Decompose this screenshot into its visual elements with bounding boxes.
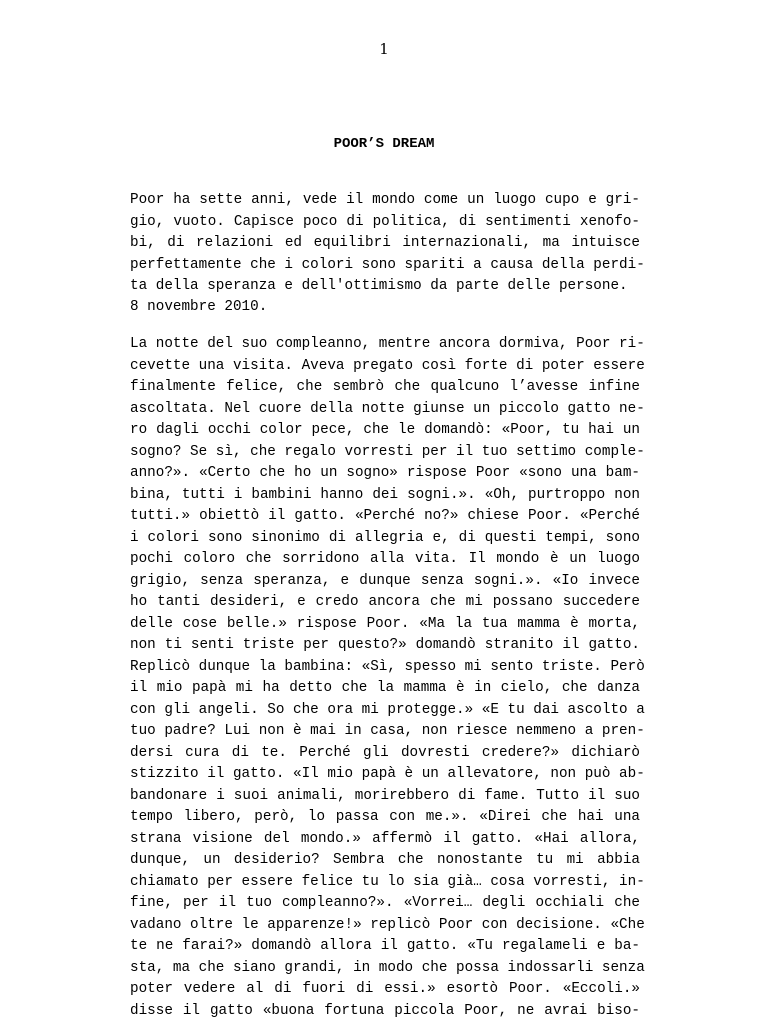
text-line: ho tanti desideri, e credo ancora che mi possano succedere [130, 592, 640, 614]
text-line: chiamato per essere felice tu lo sia già… cosa vorresti, in- [130, 872, 640, 894]
text-line: bi, di relazioni ed equilibri internazionali, ma intuisce [130, 233, 640, 255]
text-line: Poor ha sette anni, vede il mondo come un luogo cupo e gri- [130, 190, 640, 212]
text-line: ro dagli occhi color pece, che le domandò: «Poor, tu hai un [130, 420, 640, 442]
text-line: bandonare i suoi animali, morirebbero di fame. Tutto il suo [130, 786, 640, 808]
text-line: i colori sono sinonimo di allegria e, di questi tempi, sono [130, 528, 640, 550]
text-line: disse il gatto «buona fortuna piccola Poor, ne avrai biso- [130, 1001, 640, 1022]
text-line: fine, per il tuo compleanno?». «Vorrei… degli occhiali che [130, 893, 640, 915]
text-line: finalmente felice, che sembrò che qualcuno l’avesse infine [130, 377, 640, 399]
text-line: anno?». «Certo che ho un sogno» rispose Poor «sono una bam- [130, 463, 640, 485]
text-line: grigio, senza speranza, e dunque senza sogni.». «Io invece [130, 571, 640, 593]
text-line: cevette una visita. Aveva pregato così forte di poter essere [130, 356, 640, 378]
date-line [130, 297, 640, 319]
text-line: il mio papà mi ha detto che la mamma è in cielo, che danza [130, 678, 640, 700]
text-line: Replicò dunque la bambina: «Sì, spesso mi sento triste. Però [130, 657, 640, 679]
text-line: bina, tutti i bambini hanno dei sogni.». «Oh, purtroppo non [130, 485, 640, 507]
story-title: POOR’S DREAM [0, 136, 768, 152]
text-line: pochi coloro che sorridono alla vita. Il mondo è un luogo [130, 549, 640, 571]
text-line: tempo libero, però, lo passa con me.». «Direi che hai una [130, 807, 640, 829]
text-line: sta, ma che siano grandi, in modo che possa indossarli senza [130, 958, 640, 980]
text-line: dersi cura di te. Perché gli dovresti credere?» dichiarò [130, 743, 640, 765]
page-number: 1 [0, 40, 768, 58]
text-line: ta della speranza e dell'ottimismo da parte delle persone. [130, 276, 640, 298]
text-line: non ti senti triste per questo?» domandò stranito il gatto. [130, 635, 640, 657]
text-line: delle cose belle.» rispose Poor. «Ma la tua mamma è morta, [130, 614, 640, 636]
text-line: perfettamente che i colori sono spariti a causa della perdi- [130, 255, 640, 277]
text-line: sogno? Se sì, che regalo vorresti per il tuo settimo comple- [130, 442, 640, 464]
text-line: ascoltata. Nel cuore della notte giunse un piccolo gatto ne- [130, 399, 640, 421]
text-line: La notte del suo compleanno, mentre ancora dormiva, Poor ri- [130, 334, 640, 356]
date-text: 8 novembre 2010. [130, 297, 640, 319]
text-line: gio, vuoto. Capisce poco di politica, di sentimenti xenofo- [130, 212, 640, 234]
text-line: con gli angeli. So che ora mi protegge.» «E tu dai ascolto a [130, 700, 640, 722]
intro-paragraph [130, 190, 640, 298]
story-paragraph [130, 334, 640, 1022]
text-line: tutti.» obiettò il gatto. «Perché no?» chiese Poor. «Perché [130, 506, 640, 528]
text-line: poter vedere al di fuori di essi.» esortò Poor. «Eccoli.» [130, 979, 640, 1001]
text-line: tuo padre? Lui non è mai in casa, non riesce nemmeno a pren- [130, 721, 640, 743]
text-line: strana visione del mondo.» affermò il gatto. «Hai allora, [130, 829, 640, 851]
text-line: vadano oltre le apparenze!» replicò Poor con decisione. «Che [130, 915, 640, 937]
text-line: te ne farai?» domandò allora il gatto. «Tu regalameli e ba- [130, 936, 640, 958]
text-line: dunque, un desiderio? Sembra che nonostante tu mi abbia [130, 850, 640, 872]
text-line: stizzito il gatto. «Il mio papà è un allevatore, non può ab- [130, 764, 640, 786]
